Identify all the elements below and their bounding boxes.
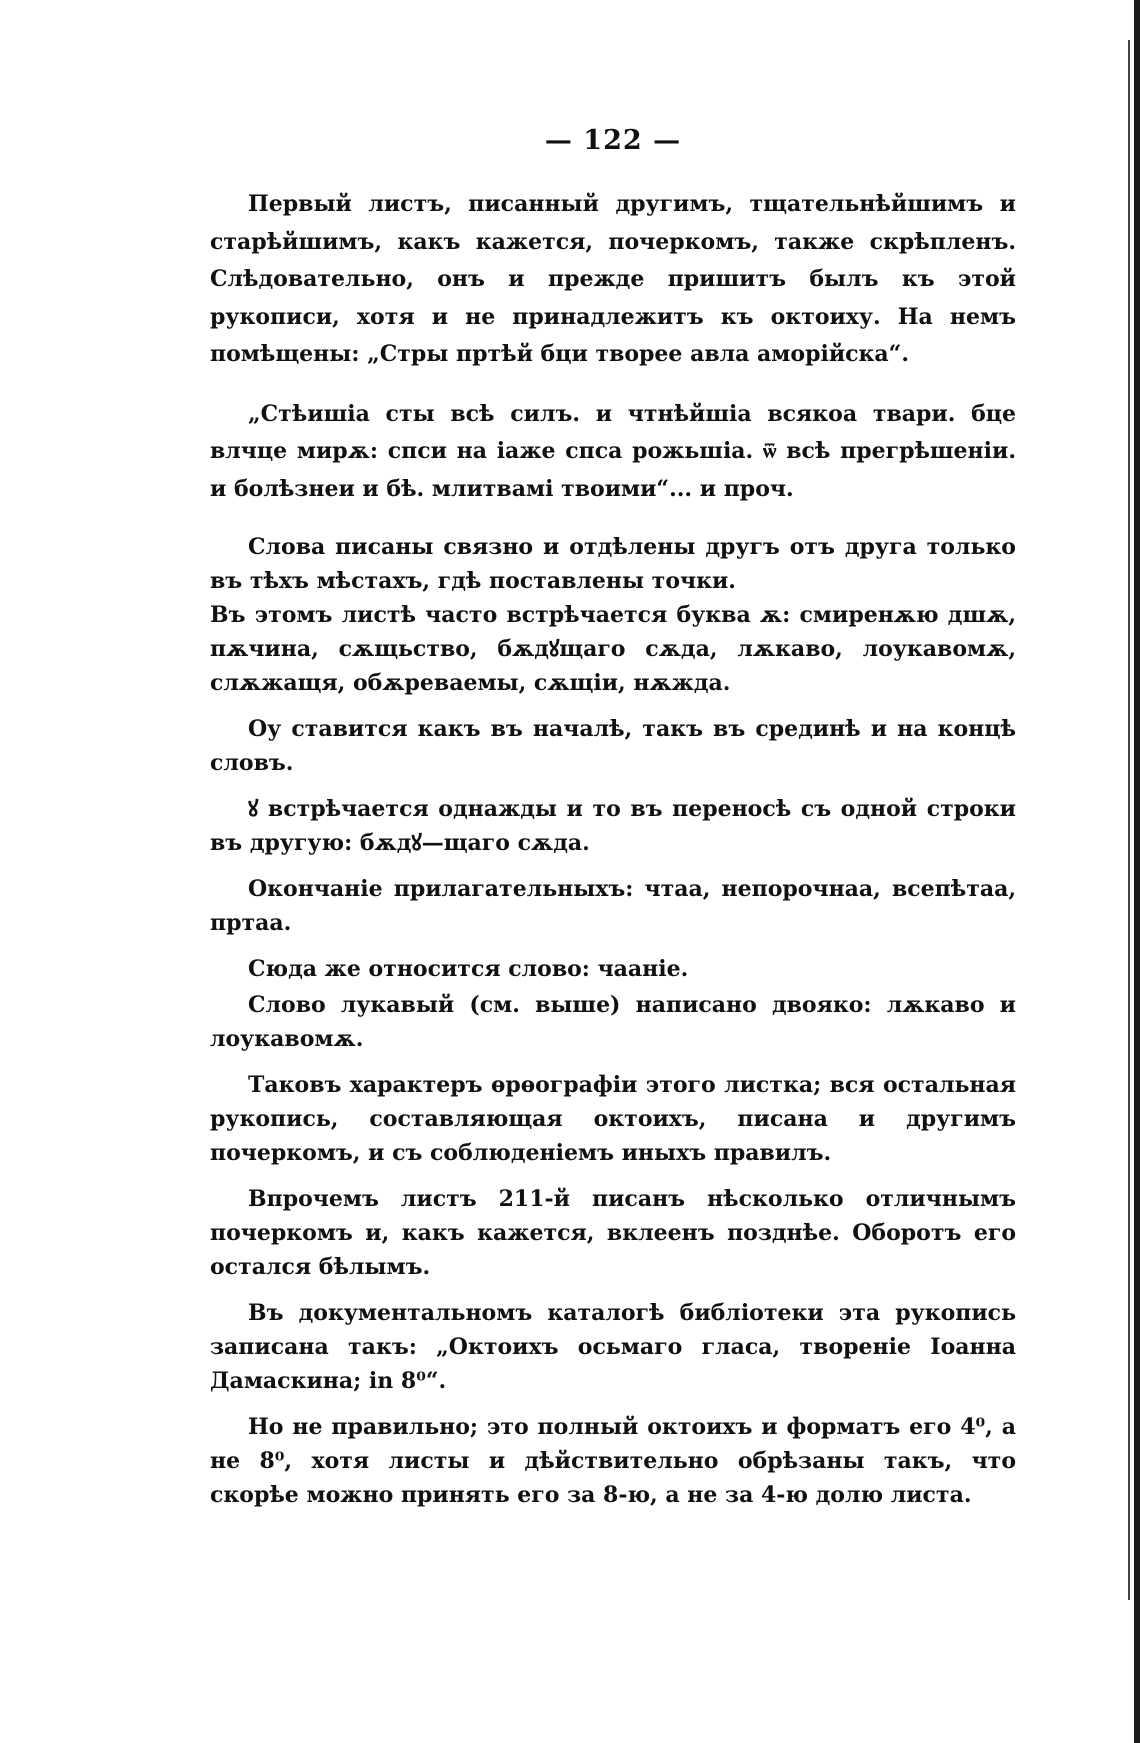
paragraph-letter-ou: Оу ставится какъ въ началѣ, такъ въ срединѣ и на концѣ словъ.: [210, 716, 1016, 776]
document-page: [210, 125, 1016, 1512]
paragraph-leaf-211: Впрочемъ листъ 211-й писанъ нѣсколько отличнымъ почеркомъ и, какъ кажется, вклеенъ позднѣе. Оборотъ его остался бѣлымъ.: [210, 1186, 1016, 1280]
paragraph-format: Но не правильно; это полный октоихъ и форматъ его 4⁰, а не 8⁰, хотя листы и дѣйствительно обрѣзаны такъ, что скорѣе можно принять его за 8-ю, а не за 4-ю долю листа.: [210, 1414, 1016, 1508]
paragraph-first-leaf: Первый листъ, писанный другимъ, тщательнѣйшимъ и старѣйшимъ, какъ кажется, почеркомъ, также скрѣпленъ. Слѣдовательно, онъ и прежде пришитъ былъ къ этой рукописи, хотя и не принадлежитъ къ октоиху. На немъ помѣщены: „Стры пртѣй бци твoрее авла аморійска“.: [210, 191, 1016, 367]
page-number: — 122 —: [544, 125, 682, 156]
paragraph-orthography: Таковъ характеръ ѳрѳографіи этого листка; вся остальная рукопись, составляющая октоихъ, писана и другимъ почеркомъ, и съ соблюденіемъ иныхъ правилъ.: [210, 1072, 1016, 1166]
paragraph-inscription-quote: „Стѣишіа сты всѣ силъ. и чтнѣйшіа всякоа твари. бце влчце мирѫ: спси на іаже спса рожьшіа. ѿ всѣ прегрѣшеніи. и болѣзнеи и бѣ. млитвамі твоими“... и проч.: [210, 400, 1016, 502]
scan-gutter-line: [1128, 40, 1130, 1600]
paragraph-chaanie: Сюда же относится слово: чааніе.: [248, 956, 689, 982]
paragraph-word-separation: Слова писаны связно и отдѣлены другъ отъ друга только въ тѣхъ мѣстахъ, гдѣ поставлены точки.: [210, 534, 1016, 594]
paragraph-letter-yus: Въ этомъ листѣ часто встрѣчается буква ѫ: смиренѫю дшѫ, пѫчина, сѫщьство, бѫдꙋщаго сѫда, лѫкаво, лоукавомѫ, слѫжащя, обѫреваемы, сѫщіи, нѫжда.: [210, 602, 1016, 696]
paragraph-lukavy: Слово лукавый (см. выше) написано двояко: лѫкаво и лоукавомѫ.: [210, 992, 1016, 1052]
scan-page-edge: [1134, 0, 1140, 1743]
paragraph-letter-uk: ꙋ встрѣчается однажды и то въ переносѣ съ одной строки въ другую: бѫдꙋ—щаго сѫда.: [210, 796, 1016, 856]
paragraph-catalogue: Въ документальномъ каталогѣ библіотеки эта рукопись записана такъ: „Октоихъ осьмаго гласа, твореніе Іоанна Дамаскина; in 8⁰“.: [210, 1300, 1016, 1394]
paragraph-adjective-endings: Окончаніе прилагательныхъ: чтаа, непорочнаа, всепѣтаа, пртаа.: [210, 876, 1016, 936]
